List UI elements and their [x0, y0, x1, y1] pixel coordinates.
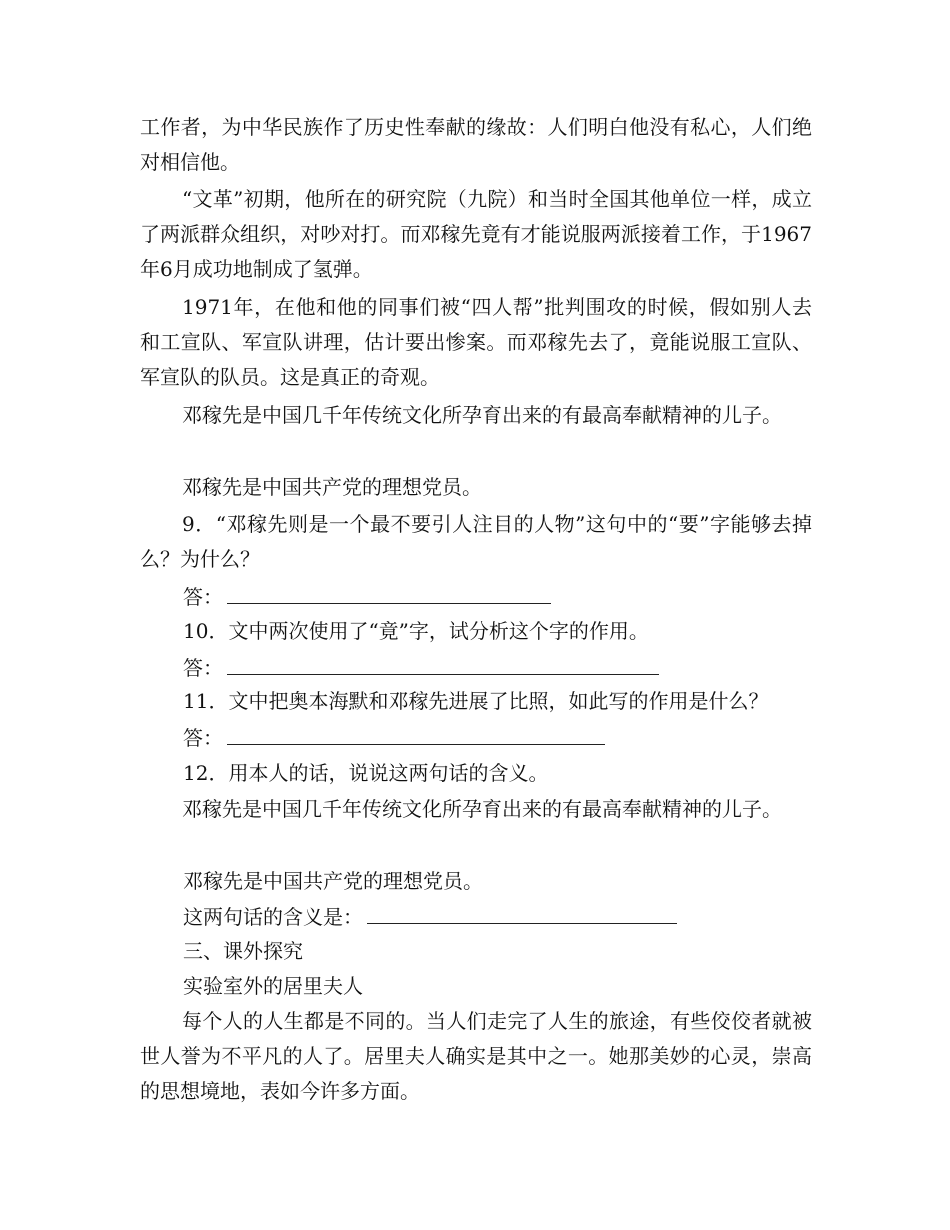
answer-11-label: 答： [183, 726, 223, 750]
section-3-title: 实验室外的居里夫人 [183, 974, 363, 998]
answer-9-line [183, 579, 551, 615]
question-11: 11．文中把奥本海默和邓稼先进展了比照，如此写的作用是什么？ [183, 689, 769, 713]
answer-12-blank[interactable] [367, 899, 677, 924]
paragraph-2: “文革”初期，他所在的研究院（九院）和当时全国其他单位一样，成立了两派群众组织，对吵对打。而邓稼先竟有才能说服两派接着工作，于1967年6月成功地制成了氢弹。 [140, 187, 812, 281]
paragraph-3: 1971年，在他和他的同事们被“四人帮”批判围攻的时候，假如别人去和工宣队、军宣队讲理，估计要出惨案。而邓稼先去了，竟能说服工宣队、军宣队的队员。这是真正的奇观。 [140, 295, 812, 389]
question-10: 10．文中两次使用了“竟”字，试分析这个字的作用。 [183, 619, 649, 643]
answer-11-blank[interactable] [227, 720, 605, 745]
section-3-paragraph-1: 每个人的人生都是不同的。当人们走完了人生的旅途，有些佼佼者就被世人誉为不平凡的人了。居里夫人确实是其中之一。她那美妙的心灵，崇高的思想境地，表如今许多方面。 [140, 1009, 812, 1103]
paragraph-5: 邓稼先是中国共产党的理想党员。 [182, 475, 482, 499]
answer-10-line [183, 650, 659, 686]
answer-10-blank[interactable] [227, 650, 659, 675]
answer-12-line [183, 899, 677, 935]
paragraph-1: 工作者，为中华民族作了历史性奉献的缘故：人们明白他没有私心，人们绝对相信他。 [140, 115, 812, 174]
answer-9-blank[interactable] [227, 579, 551, 604]
answer-12-label: 这两句话的含义是： [183, 905, 363, 929]
answer-9-label: 答： [183, 585, 223, 609]
answer-11-line [183, 720, 605, 756]
question-12-sentence-2: 邓稼先是中国共产党的理想党员。 [183, 869, 483, 893]
paragraph-4: 邓稼先是中国几千年传统文化所孕育出来的有最高奉献精神的儿子。 [182, 403, 782, 427]
question-12: 12．用本人的话，说说这两句话的含义。 [183, 761, 549, 785]
answer-10-label: 答： [183, 656, 223, 680]
question-9: 9．“邓稼先则是一个最不要引人注目的人物”这句中的“要”字能够去掉么？为什么？ [140, 512, 812, 571]
section-3-heading: 三、课外探究 [183, 939, 303, 963]
question-12-sentence-1: 邓稼先是中国几千年传统文化所孕育出来的有最高奉献精神的儿子。 [182, 797, 782, 821]
